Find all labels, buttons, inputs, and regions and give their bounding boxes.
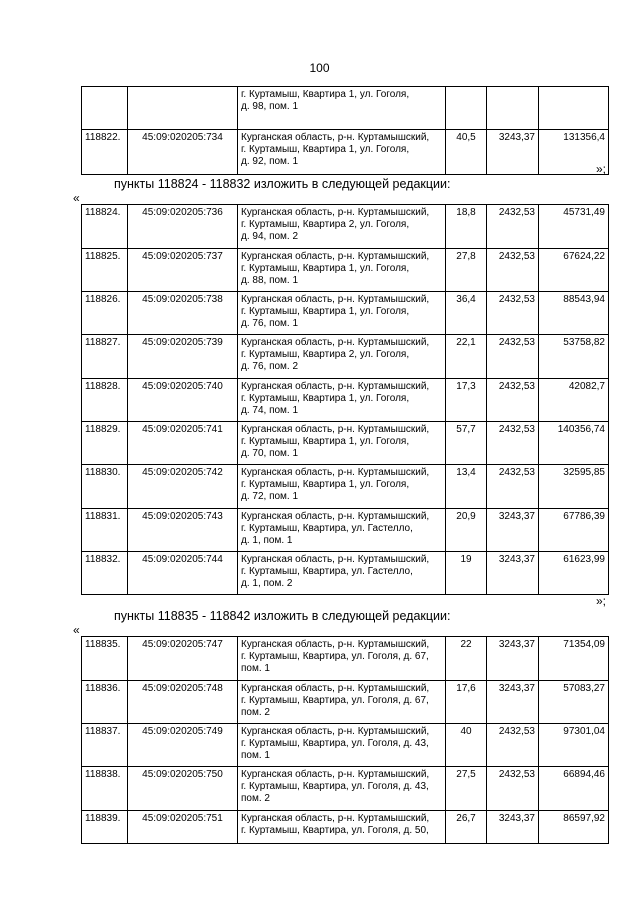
area-cell: 19 <box>446 552 487 595</box>
address-line: Курганская область, р-н. Куртамышский, <box>241 424 430 435</box>
registry-table-2 <box>81 204 609 595</box>
cadastral-value-cell: 32595,85 <box>539 465 609 509</box>
address-cell <box>238 292 446 335</box>
address-line: пом. 1 <box>241 663 270 674</box>
price-cell: 3243,37 <box>487 509 539 552</box>
row-number-cell: 118830. <box>82 465 128 509</box>
table-row <box>82 205 609 249</box>
address-line: д. 88, пом. 1 <box>241 275 299 286</box>
cadastral-value-cell: 67624,22 <box>539 249 609 292</box>
address-line: Курганская область, р-н. Куртамышский, <box>241 337 430 348</box>
address-cell <box>238 130 446 175</box>
cadastral-number-cell: 45:09:020205:736 <box>128 205 238 249</box>
row-number-cell: 118835. <box>82 637 128 681</box>
address-line: Курганская область, р-н. Куртамышский, <box>241 769 430 780</box>
cadastral-value-cell: 42082,7 <box>539 379 609 422</box>
table-row <box>82 379 609 422</box>
opening-quote: « <box>73 191 80 205</box>
row-number-cell: 118824. <box>82 205 128 249</box>
table-row <box>82 87 609 130</box>
area-cell <box>446 87 487 130</box>
table-row <box>82 509 609 552</box>
cadastral-number-cell <box>128 87 238 130</box>
address-line: Курганская область, р-н. Куртамышский, <box>241 381 430 392</box>
row-number-cell: 118827. <box>82 335 128 379</box>
area-cell: 57,7 <box>446 422 487 465</box>
address-line: г. Куртамыш, Квартира, ул. Гоголя, д. 43, <box>241 738 429 749</box>
cadastral-number-cell: 45:09:020205:748 <box>128 681 238 724</box>
address-cell <box>238 811 446 844</box>
area-cell: 27,5 <box>446 767 487 811</box>
table-row <box>82 637 609 681</box>
price-cell: 2432,53 <box>487 379 539 422</box>
address-line: пом. 2 <box>241 707 270 718</box>
address-line: г. Куртамыш, Квартира 1, ул. Гоголя, <box>241 436 410 447</box>
address-line: Курганская область, р-н. Куртамышский, <box>241 511 430 522</box>
price-cell: 2432,53 <box>487 205 539 249</box>
row-number-cell: 118829. <box>82 422 128 465</box>
amendment-paragraph: пункты 118824 - 118832 изложить в следующей редакции: <box>114 177 451 191</box>
address-line: г. Куртамыш, Квартира, ул. Гастелло, <box>241 523 413 534</box>
address-line: Курганская область, р-н. Куртамышский, <box>241 554 430 565</box>
price-cell: 2432,53 <box>487 465 539 509</box>
cadastral-value-cell: 88543,94 <box>539 292 609 335</box>
price-cell: 2432,53 <box>487 422 539 465</box>
cadastral-value-cell: 45731,49 <box>539 205 609 249</box>
address-cell <box>238 724 446 767</box>
cadastral-number-cell: 45:09:020205:741 <box>128 422 238 465</box>
amendment-paragraph: пункты 118835 - 118842 изложить в следующей редакции: <box>114 609 451 623</box>
address-line: г. Куртамыш, Квартира 1, ул. Гоголя, <box>241 393 410 404</box>
table-row <box>82 724 609 767</box>
area-cell: 40,5 <box>446 130 487 175</box>
address-line: г. Куртамыш, Квартира 1, ул. Гоголя, <box>241 306 410 317</box>
row-number-cell: 118825. <box>82 249 128 292</box>
address-line: Курганская область, р-н. Куртамышский, <box>241 813 430 824</box>
cadastral-value-cell: 66894,46 <box>539 767 609 811</box>
address-line: пом. 1 <box>241 750 270 761</box>
cadastral-value-cell: 97301,04 <box>539 724 609 767</box>
area-cell: 26,7 <box>446 811 487 844</box>
area-cell: 40 <box>446 724 487 767</box>
cadastral-value-cell: 53758,82 <box>539 335 609 379</box>
row-number-cell <box>82 87 128 130</box>
cadastral-number-cell: 45:09:020205:747 <box>128 637 238 681</box>
address-line: д. 70, пом. 1 <box>241 448 299 459</box>
address-cell <box>238 465 446 509</box>
address-line: г. Куртамыш, Квартира, ул. Гастелло, <box>241 566 413 577</box>
closing-quote: »; <box>596 162 607 176</box>
row-number-cell: 118837. <box>82 724 128 767</box>
table-row <box>82 767 609 811</box>
table-row <box>82 249 609 292</box>
address-line: Курганская область, р-н. Куртамышский, <box>241 639 430 650</box>
address-line: г. Куртамыш, Квартира 1, ул. Гоголя, <box>241 263 410 274</box>
table-row <box>82 130 609 175</box>
cadastral-value-cell <box>539 87 609 130</box>
price-cell <box>487 87 539 130</box>
address-line: д. 76, пом. 1 <box>241 318 299 329</box>
address-cell <box>238 681 446 724</box>
cadastral-value-cell: 131356,4 <box>539 130 609 175</box>
cadastral-value-cell: 140356,74 <box>539 422 609 465</box>
price-cell: 3243,37 <box>487 637 539 681</box>
address-line: г. Куртамыш, Квартира 1, ул. Гоголя, <box>241 89 410 100</box>
cadastral-number-cell: 45:09:020205:737 <box>128 249 238 292</box>
address-cell <box>238 249 446 292</box>
price-cell: 3243,37 <box>487 681 539 724</box>
row-number-cell: 118838. <box>82 767 128 811</box>
cadastral-number-cell: 45:09:020205:744 <box>128 552 238 595</box>
area-cell: 22 <box>446 637 487 681</box>
price-cell: 2432,53 <box>487 767 539 811</box>
row-number-cell: 118839. <box>82 811 128 844</box>
area-cell: 17,6 <box>446 681 487 724</box>
address-line: г. Куртамыш, Квартира 2, ул. Гоголя, <box>241 219 410 230</box>
table-row <box>82 465 609 509</box>
table-row <box>82 552 609 595</box>
address-line: Курганская область, р-н. Куртамышский, <box>241 132 430 143</box>
address-line: Курганская область, р-н. Куртамышский, <box>241 207 430 218</box>
cadastral-number-cell: 45:09:020205:750 <box>128 767 238 811</box>
price-cell: 2432,53 <box>487 335 539 379</box>
address-line: г. Куртамыш, Квартира, ул. Гоголя, д. 67, <box>241 695 429 706</box>
address-line: г. Куртамыш, Квартира, ул. Гоголя, д. 50, <box>241 825 429 836</box>
registry-table-1 <box>81 86 609 175</box>
address-line: г. Куртамыш, Квартира, ул. Гоголя, д. 67, <box>241 651 429 662</box>
address-line: Курганская область, р-н. Куртамышский, <box>241 251 430 262</box>
area-cell: 36,4 <box>446 292 487 335</box>
opening-quote: « <box>73 623 80 637</box>
price-cell: 3243,37 <box>487 811 539 844</box>
area-cell: 18,8 <box>446 205 487 249</box>
address-line: г. Куртамыш, Квартира, ул. Гоголя, д. 43, <box>241 781 429 792</box>
cadastral-value-cell: 67786,39 <box>539 509 609 552</box>
row-number-cell: 118828. <box>82 379 128 422</box>
address-cell <box>238 335 446 379</box>
area-cell: 22,1 <box>446 335 487 379</box>
address-line: д. 74, пом. 1 <box>241 405 299 416</box>
address-line: д. 98, пом. 1 <box>241 101 299 112</box>
address-line: д. 94, пом. 2 <box>241 231 299 242</box>
price-cell: 2432,53 <box>487 724 539 767</box>
row-number-cell: 118832. <box>82 552 128 595</box>
address-line: г. Куртамыш, Квартира 1, ул. Гоголя, <box>241 479 410 490</box>
area-cell: 20,9 <box>446 509 487 552</box>
table-row <box>82 422 609 465</box>
address-cell <box>238 509 446 552</box>
address-line: д. 72, пом. 1 <box>241 491 299 502</box>
address-line: д. 76, пом. 2 <box>241 361 299 372</box>
row-number-cell: 118831. <box>82 509 128 552</box>
address-line: Курганская область, р-н. Куртамышский, <box>241 294 430 305</box>
area-cell: 13,4 <box>446 465 487 509</box>
address-cell <box>238 637 446 681</box>
address-line: Курганская область, р-н. Куртамышский, <box>241 683 430 694</box>
area-cell: 17,3 <box>446 379 487 422</box>
cadastral-number-cell: 45:09:020205:739 <box>128 335 238 379</box>
row-number-cell: 118826. <box>82 292 128 335</box>
cadastral-number-cell: 45:09:020205:751 <box>128 811 238 844</box>
price-cell: 3243,37 <box>487 130 539 175</box>
table-row <box>82 811 609 844</box>
registry-table-3 <box>81 636 609 844</box>
table-row <box>82 681 609 724</box>
closing-quote: »; <box>596 594 607 608</box>
table-row <box>82 292 609 335</box>
address-cell <box>238 767 446 811</box>
address-line: д. 1, пом. 1 <box>241 535 293 546</box>
cadastral-number-cell: 45:09:020205:734 <box>128 130 238 175</box>
page-number: 100 <box>309 61 330 75</box>
cadastral-number-cell: 45:09:020205:743 <box>128 509 238 552</box>
cadastral-value-cell: 86597,92 <box>539 811 609 844</box>
cadastral-number-cell: 45:09:020205:742 <box>128 465 238 509</box>
address-cell <box>238 205 446 249</box>
address-cell <box>238 379 446 422</box>
address-line: Курганская область, р-н. Куртамышский, <box>241 726 430 737</box>
address-line: г. Куртамыш, Квартира 2, ул. Гоголя, <box>241 349 410 360</box>
address-line: д. 92, пом. 1 <box>241 156 299 167</box>
price-cell: 2432,53 <box>487 292 539 335</box>
address-cell <box>238 87 446 130</box>
price-cell: 3243,37 <box>487 552 539 595</box>
cadastral-number-cell: 45:09:020205:749 <box>128 724 238 767</box>
area-cell: 27,8 <box>446 249 487 292</box>
address-line: д. 1, пом. 2 <box>241 578 293 589</box>
row-number-cell: 118836. <box>82 681 128 724</box>
cadastral-value-cell: 71354,09 <box>539 637 609 681</box>
cadastral-number-cell: 45:09:020205:740 <box>128 379 238 422</box>
table-row <box>82 335 609 379</box>
cadastral-value-cell: 57083,27 <box>539 681 609 724</box>
address-line: г. Куртамыш, Квартира 1, ул. Гоголя, <box>241 144 410 155</box>
address-line: пом. 2 <box>241 793 270 804</box>
cadastral-value-cell: 61623,99 <box>539 552 609 595</box>
price-cell: 2432,53 <box>487 249 539 292</box>
row-number-cell: 118822. <box>82 130 128 175</box>
address-cell <box>238 422 446 465</box>
address-line: Курганская область, р-н. Куртамышский, <box>241 467 430 478</box>
cadastral-number-cell: 45:09:020205:738 <box>128 292 238 335</box>
address-cell <box>238 552 446 595</box>
